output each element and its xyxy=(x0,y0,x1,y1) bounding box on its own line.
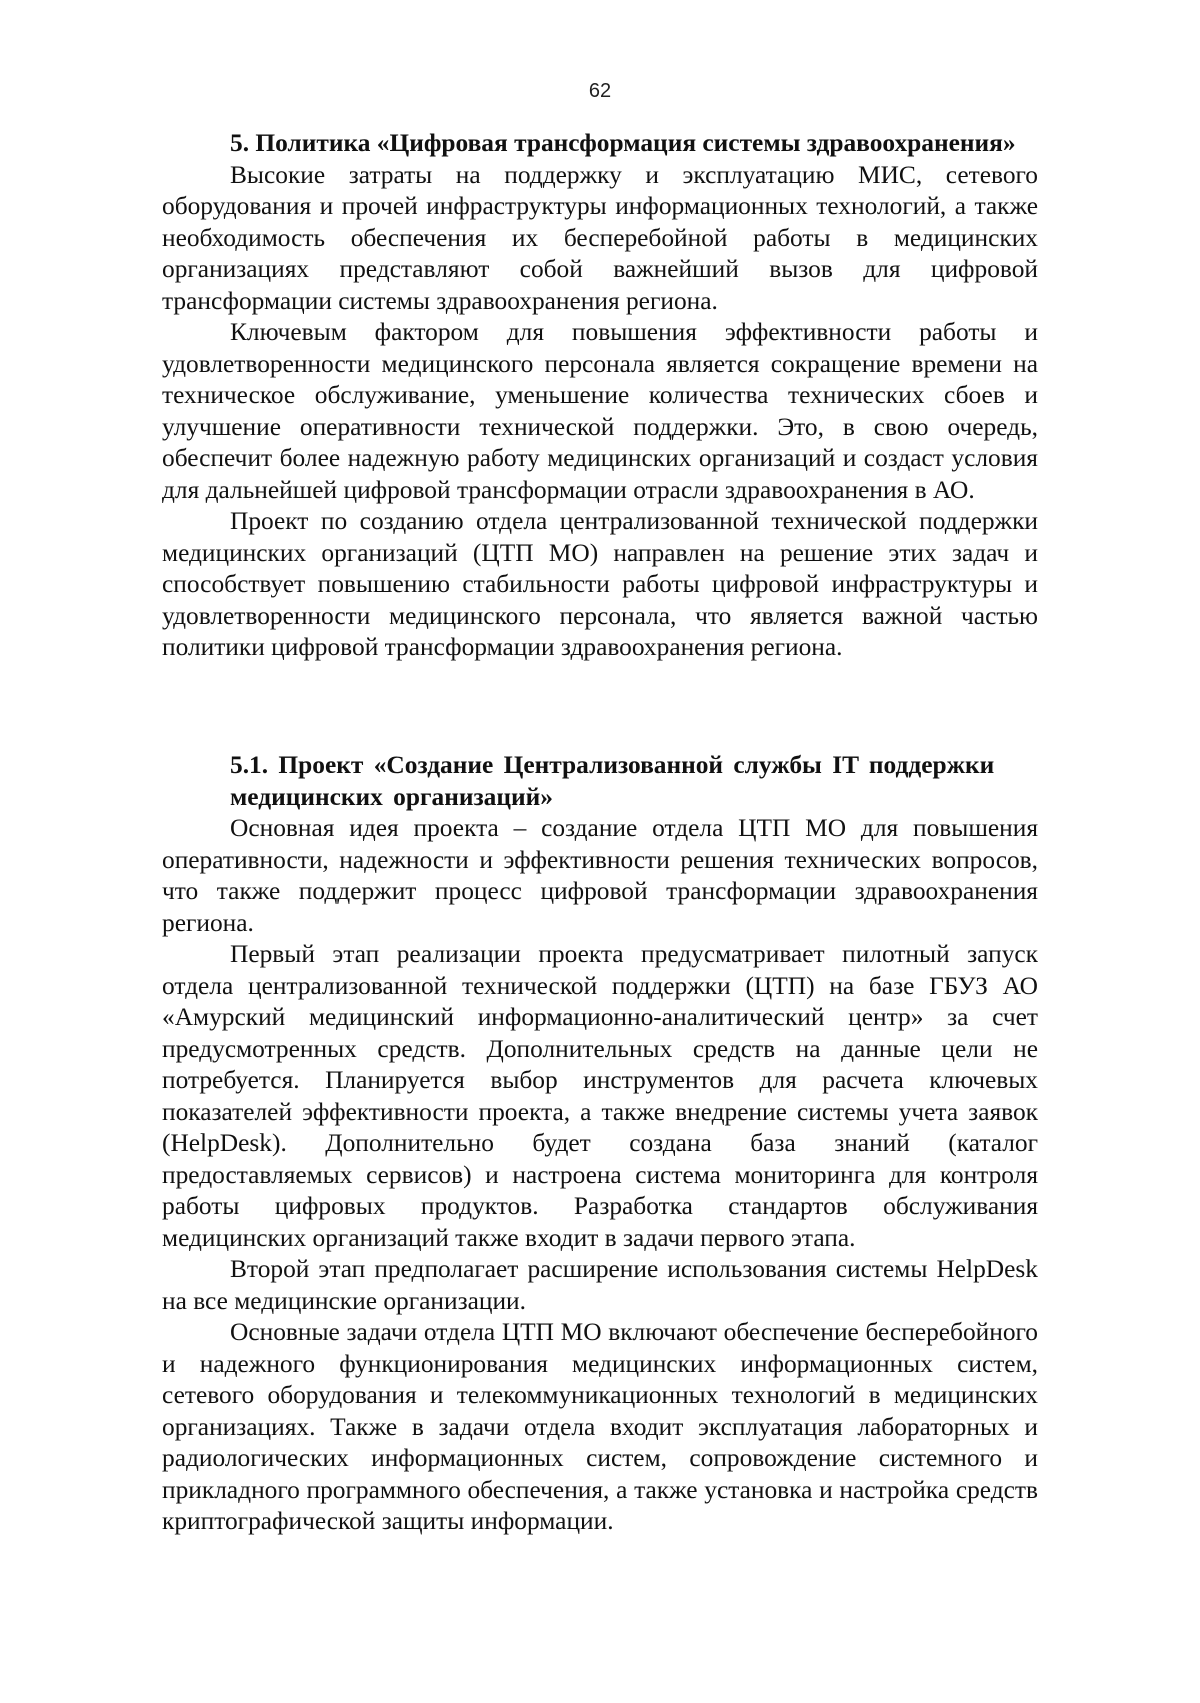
paragraph: Ключевым фактором для повышения эффективности работы и удовлетворенности медицинского персонала является сокращение времени на техническое обслуживание, уменьшение количества технических сбоев и улучшение оперативности технической поддержки. Это, в свою очередь, обеспечит более надежную работу медицинских организаций и создаст условия для дальнейшей цифровой трансформации отрасли здравоохранения в АО. xyxy=(162,318,1038,504)
paragraph: Первый этап реализации проекта предусматривает пилотный запуск отдела централизованной технической поддержки (ЦТП) на базе ГБУЗ АО «Амурский медицинский информационно-аналитический центр» за счет предусмотренных средств. Дополнительных средств на данные цели не потребуется. Планируется выбор инструментов для расчета ключевых показателей эффективности проекта, а также внедрение системы учета заявок (HelpDesk). Дополнительно будет создана база знаний (каталог предоставляемых сервисов) и настроена система мониторинга для контроля работы цифровых продуктов. Разработка стандартов обслуживания медицинских организаций также входит в задачи первого этапа. xyxy=(162,940,1038,1252)
section-5-1 xyxy=(162,750,1038,1538)
section-5 xyxy=(162,128,1038,664)
section-heading: 5. Политика «Цифровая трансформация системы здравоохранения» xyxy=(230,129,1016,157)
paragraph: Высокие затраты на поддержку и эксплуатацию МИС, сетевого оборудования и прочей инфраструктуры информационных технологий, а также необходимость обеспечения их бесперебойной работы в медицинских организациях представляют собой важнейший вызов для цифровой трансформации системы здравоохранения региона. xyxy=(162,160,1038,315)
section-heading: 5.1. Проект «Создание Централизованной службы IT поддержки медицинских организаций» xyxy=(230,751,995,811)
page-number: 62 xyxy=(588,80,612,102)
paragraph: Основная идея проекта – создание отдела ЦТП МО для повышения оперативности, надежности и эффективности решения технических вопросов, что также поддержит процесс цифровой трансформации здравоохранения региона. xyxy=(162,814,1038,937)
paragraph: Основные задачи отдела ЦТП МО включают обеспечение бесперебойного и надежного функционирования медицинских информационных систем, сетевого оборудования и телекоммуникационных технологий в медицинских организациях. Также в задачи отдела входит эксплуатация лабораторных и радиологических информационных систем, сопровождение системного и прикладного программного обеспечения, а также установка и настройка средств криптографической защиты информации. xyxy=(162,1318,1038,1535)
paragraph: Второй этап предполагает расширение использования системы HelpDesk на все медицинские организации. xyxy=(162,1255,1038,1315)
paragraph: Проект по созданию отдела централизованной технической поддержки медицинских организаций (ЦТП МО) направлен на решение этих задач и способствует повышению стабильности работы цифровой инфраструктуры и удовлетворенности медицинского персонала, что является важной частью политики цифровой трансформации здравоохранения региона. xyxy=(162,507,1038,661)
